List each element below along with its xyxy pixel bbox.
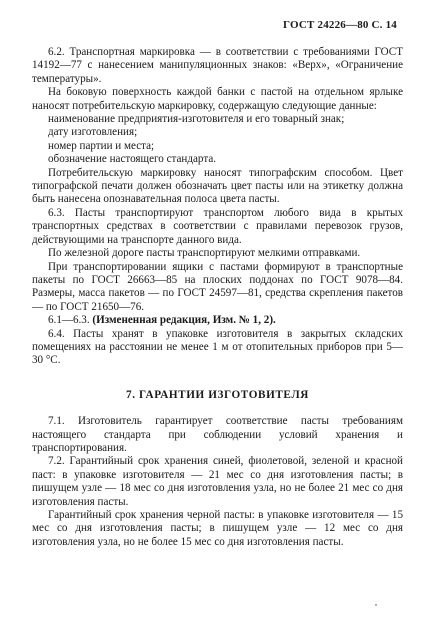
paragraph-6-4: 6.4. Пасты хранят в упаковке изготовителя в закрытых складских помещениях на расстоянии не менее 1 м от отопительных приборов при 5—30 °С. xyxy=(32,327,403,367)
list-item: номер партии и места; xyxy=(48,139,155,152)
paragraph-6-3: 6.3. Пасты транспортируют транспортом любого вида в крытых транспортных средствах в соответствии с правилами перевозок грузов, действующими на транспорте данного вида. xyxy=(32,206,403,246)
page-header: ГОСТ 24226—80 С. 14 xyxy=(283,19,397,31)
scan-dot xyxy=(375,604,377,606)
paragraph-side-label: На боковую поверхность каждой банки с пастой на отдельном ярлыке наносят потребительскую маркировку, содержащую следующие данные: xyxy=(32,86,403,112)
section-title: 7. ГАРАНТИИ ИЗГОТОВИТЕЛЯ xyxy=(126,388,309,401)
list-item: наименование предприятия-изготовителя и его товарный знак; xyxy=(48,113,345,126)
list-item: обозначение настоящего стандарта. xyxy=(48,153,217,166)
revision-note: (Измененная редакция, Изм. № 1, 2). xyxy=(92,314,276,327)
paragraph-7-1: 7.1. Изготовитель гарантирует соответствие пасты требованиям настоящего стандарта при соблюдении условий хранения и транспортирования. xyxy=(32,415,403,454)
revision-prefix: 6.1—6.3. xyxy=(48,314,93,327)
paragraph-6-2: 6.2. Транспортная маркировка — в соответствии с требованиями ГОСТ 14192—77 с нанесением манипуляционных знаков: «Верх», «Ограничение температуры». xyxy=(32,46,403,85)
paragraph-railway: По железной дороге пасты транспортируют мелкими отправками. xyxy=(48,247,361,260)
paragraph-typographic: Потребительскую маркировку наносят типографским способом. Цвет типографской печати должен обозначать цвет пасты или на этикетку должна быть нанесена опознавательная полоса цвета пасты. xyxy=(32,166,403,206)
paragraph-revision xyxy=(32,314,403,327)
document-body xyxy=(32,46,403,549)
marking-list xyxy=(32,113,403,167)
paragraph-7-2: 7.2. Гарантийный срок хранения синей, фиолетовой, зеленой и красной паст: в упаковке изготовителя — 21 мес со дня изготовления пасты; в пишущем узле — 18 мес со дня изготовления узла, но не более 21 мес со дня изготовления пасты. xyxy=(32,455,403,508)
paragraph-boxes: При транспортировании ящики с пастами формируют в транспортные пакеты по ГОСТ 26663—85 на плоских поддонах по ГОСТ 9078—84. Размеры, масса пакетов — по ГОСТ 24597—81, средства скрепления пакетов — по ГОСТ 21650—76. xyxy=(32,260,403,313)
paragraph-black-paste: Гарантийный срок хранения черной пасты: в упаковке изготовителя — 15 мес со дня изготовления пасты; в пишущем узле — 12 мес со дня изготовления узла, но не более 15 мес со дня изготовления пасты. xyxy=(32,509,403,548)
list-item: дату изготовления; xyxy=(48,126,138,139)
